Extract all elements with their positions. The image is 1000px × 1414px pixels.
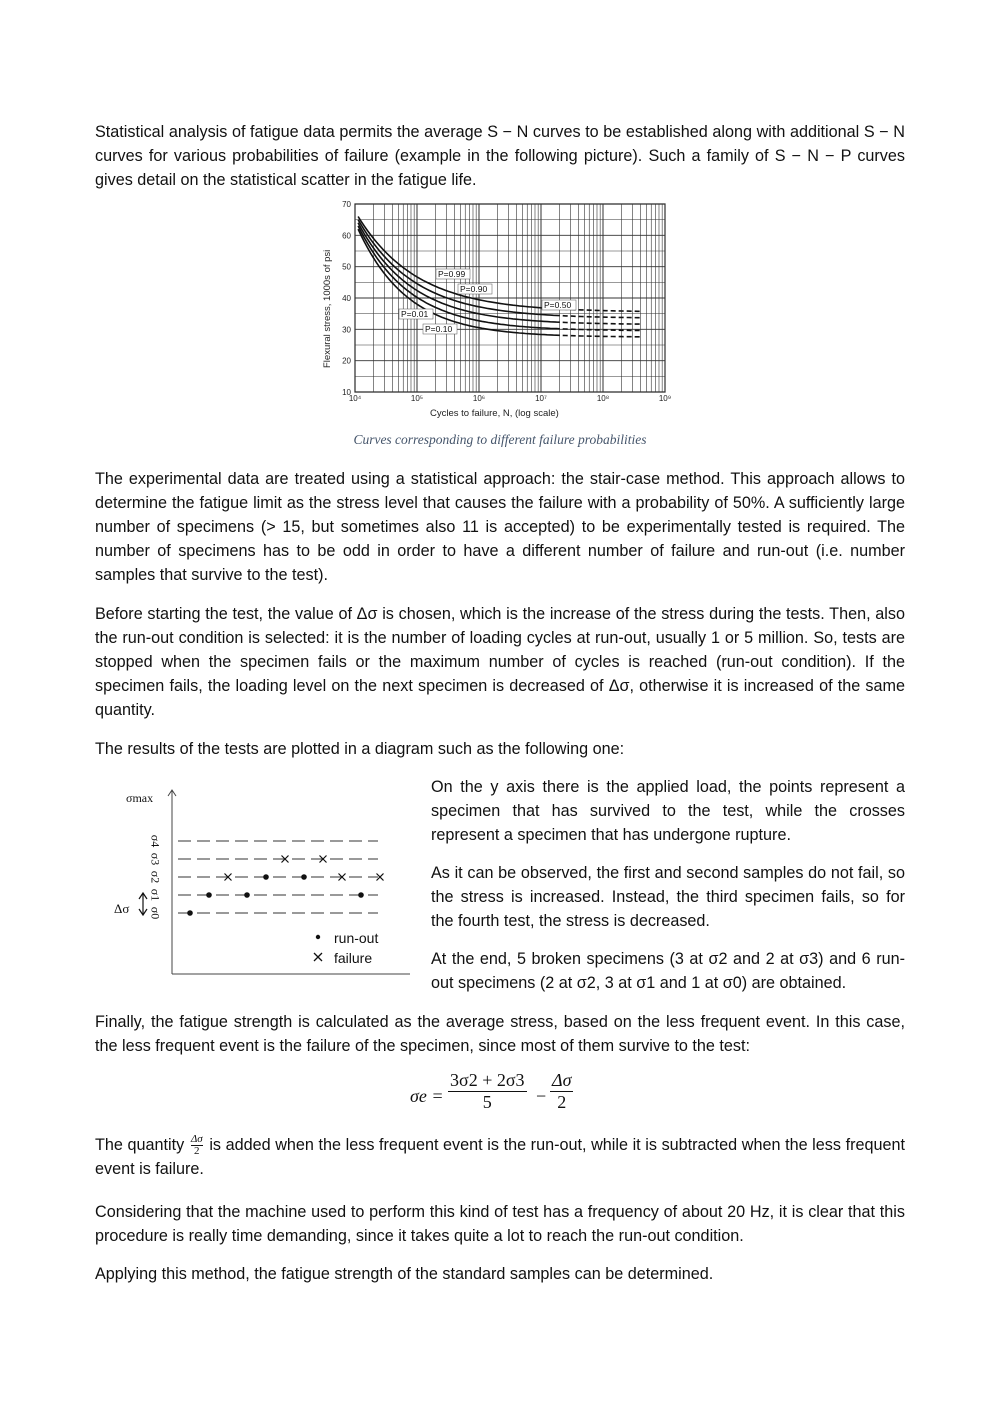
inline-delta-fraction — [191, 1134, 203, 1157]
quantity-text-b: is added when the less frequent event is the run-out, while it is subtracted when the less frequent event is failure. — [95, 1136, 905, 1179]
s-n-curve-label: P=0.01 — [401, 309, 429, 319]
staircase-level-label: σ2 — [148, 870, 163, 884]
s-n-curve-label: P=0.99 — [438, 269, 466, 279]
formula-num1: 3σ2 + 2σ3 — [450, 1070, 525, 1090]
runout-dot — [358, 892, 364, 898]
runout-dot — [244, 892, 250, 898]
staircase-level-label: σ3 — [148, 852, 163, 866]
s-n-xtick: 10⁹ — [658, 394, 672, 403]
s-n-curve-dash-2 — [563, 322, 641, 324]
figure1-caption: Curves corresponding to different failure probabilities — [353, 432, 647, 447]
staircase-level-label: σ4 — [148, 834, 163, 848]
formula-den1: 5 — [482, 1092, 492, 1112]
staircase-axes — [168, 790, 410, 974]
runout-dot — [301, 874, 307, 880]
s-n-ytick: 30 — [342, 325, 351, 335]
before-test-paragraph: Before starting the test, the value of Δσ is chosen, which is the increase of the stress during the tests. Then, also the run-out condition is selected: it is the number of loading cycles at run-out, usually 1 or 5 million. So, tests are stopped when the specimen fails or the maximum number of cycles is reached (run-out condition). If the specimen fails, the loading level on the next specimen is decreased of Δσ, otherwise it is increased of the same quantity. — [95, 605, 905, 719]
fatigue-strength-formula — [400, 1068, 600, 1124]
s-n-curve-label: P=0.10 — [425, 324, 453, 334]
legend-failure-label: failure — [334, 950, 373, 966]
staircase-level-label: σ1 — [148, 888, 163, 902]
s-n-ytick: 20 — [342, 356, 351, 366]
runout-dot — [263, 874, 269, 880]
finally-paragraph: Finally, the fatigue strength is calculated as the average stress, based on the less frequent event. In this case, the less frequent event is the failure of the specimen, since most of them survive to the test: — [95, 1013, 905, 1055]
formula-minus: − — [536, 1086, 547, 1106]
s-n-ytick: 70 — [342, 200, 351, 209]
staircase-delta-label: Δσ — [114, 901, 130, 916]
s-n-p-curves-figure — [318, 198, 678, 423]
side-paragraph-3: At the end, 5 broken specimens (3 at σ2 and 2 at σ3) and 6 run-out specimens (2 at σ2, 3 at σ1 and 1 at σ0) are obtained. — [431, 950, 905, 992]
staircase-level-label: σ0 — [148, 906, 163, 920]
s-n-curve-dash-3 — [563, 316, 641, 318]
s-n-curve-4 — [358, 217, 559, 310]
staircase-level-lines — [148, 835, 378, 919]
inline-frac-num: Δσ — [190, 1133, 203, 1146]
side-paragraph-1: On the y axis there is the applied load, the points represent a specimen that has survived to the test, while the crosses represent a specimen that has undergone rupture. — [431, 778, 905, 844]
s-n-curve-label: P=0.50 — [544, 300, 572, 310]
s-n-ytick: 10 — [342, 388, 351, 397]
staircase-marks — [187, 856, 383, 916]
s-n-ytick: 60 — [342, 231, 351, 241]
runout-dot — [187, 910, 193, 916]
s-n-xtick: 10⁷ — [535, 394, 547, 403]
quantity-text-a: The quantity — [95, 1136, 185, 1154]
intro-paragraph: Statistical analysis of fatigue data permits the average S − N curves to be established along with additional S − N curves for various probabilities of failure (example in the following picture). Such a family of S − N − P curves gives detail on the statistical scatter in the fatigue life. — [95, 123, 905, 189]
staircase-legend — [314, 930, 378, 966]
s-n-xtick: 10⁸ — [596, 394, 610, 403]
formula-lhs: σe = — [410, 1086, 444, 1106]
applying-paragraph: Applying this method, the fatigue strength of the standard samples can be determined. — [95, 1265, 714, 1283]
s-n-curve-dash-0 — [563, 335, 641, 336]
side-paragraph-2: As it can be observed, the first and second samples do not fail, so the stress is increased. Instead, the third specimen fails, so for the fourth test, the stress is decreased. — [431, 864, 905, 930]
delta-arrow-icon — [139, 893, 147, 915]
failure-cross-icon — [314, 953, 322, 961]
s-n-curve-3 — [358, 220, 559, 316]
formula-num2: Δσ — [552, 1070, 572, 1090]
results-intro-paragraph: The results of the tests are plotted in a diagram such as the following one: — [95, 740, 625, 758]
s-n-xtick: 10⁴ — [348, 394, 362, 403]
legend-runout-label: run-out — [334, 930, 379, 946]
s-n-xlabel: Cycles to failure, N, (log scale) — [430, 408, 559, 419]
formula-fraction-2 — [550, 1070, 573, 1113]
s-n-ytick: 40 — [342, 294, 351, 303]
staircase-paragraph: The experimental data are treated using a statistical approach: the stair-case method. This approach allows to determine the fatigue limit as the stress level that causes the failure with a probability of 50%. A sufficiently large number of specimens (> 15, but sometimes also 11 is accepted) to be experimentally tested is required. The number of specimens has to be odd in order to have a different number of failure and run-out (i.e. number samples that survive to the test). — [95, 470, 905, 584]
considering-paragraph: Considering that the machine used to perform this kind of test has a frequency of about 20 Hz, it is clear that this procedure is really time demanding, since it takes quite a lot to reach the run-out condition. — [95, 1203, 905, 1245]
staircase-diagram — [110, 782, 410, 977]
runout-dot — [206, 892, 212, 898]
formula-fraction-1 — [448, 1070, 527, 1113]
inline-frac-den: 2 — [194, 1145, 200, 1158]
s-n-xtick: 10⁵ — [410, 394, 424, 403]
runout-dot-icon — [316, 935, 320, 939]
s-n-curve-label: P=0.90 — [460, 284, 488, 294]
s-n-ylabel: Flexural stress, 1000s of psi — [322, 249, 333, 368]
s-n-ytick: 50 — [342, 262, 351, 272]
s-n-xtick: 10⁶ — [472, 394, 486, 403]
s-n-grid — [355, 204, 665, 392]
staircase-ylabel: σmax — [126, 791, 154, 805]
formula-den2: 2 — [557, 1092, 567, 1112]
quantity-paragraph — [95, 1133, 905, 1181]
